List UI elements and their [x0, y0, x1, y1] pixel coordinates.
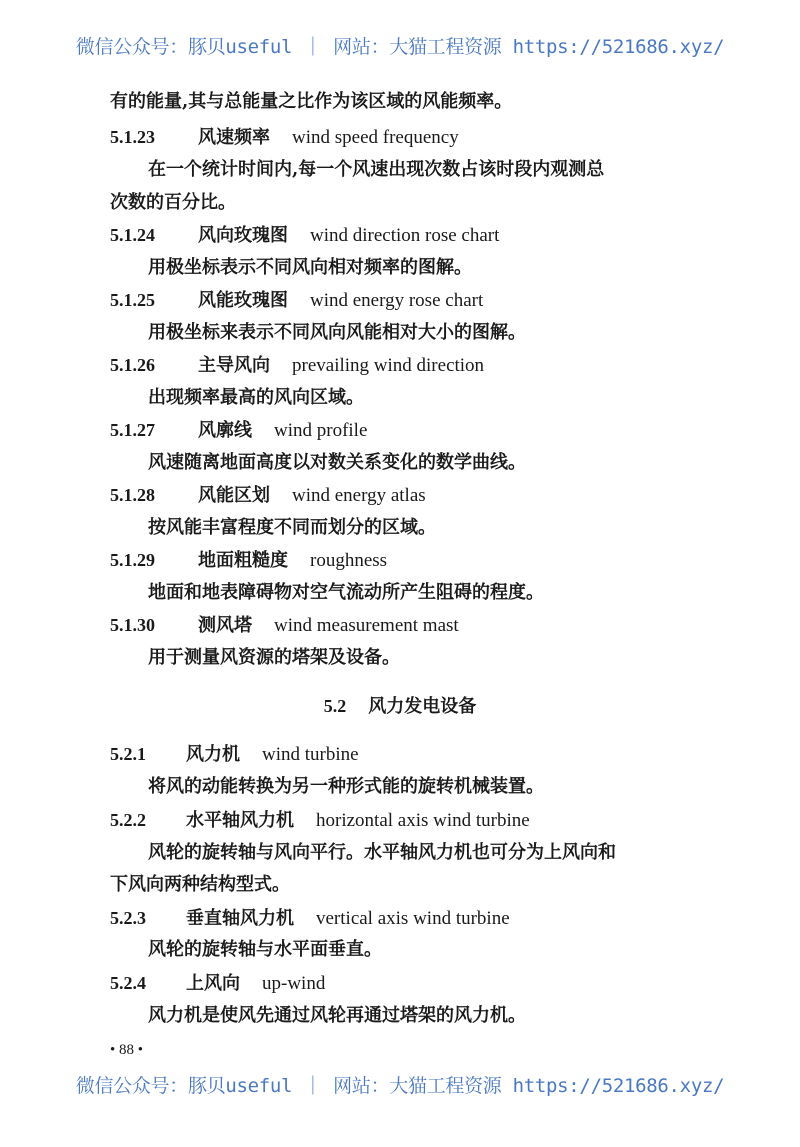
term-en: up-wind — [262, 973, 326, 994]
term-number: 5.1.24 — [110, 225, 155, 245]
term-zh: 地面粗糙度 — [198, 550, 288, 571]
term-5-2-2 — [110, 808, 530, 833]
term-5-1-25 — [110, 288, 483, 313]
term-5-2-3 — [110, 906, 510, 931]
section-heading — [0, 694, 800, 719]
definition: 风轮的旋转轴与风向平行。水平轴风力机也可分为上风向和 — [148, 842, 616, 863]
term-en: wind speed frequency — [292, 127, 459, 148]
term-number: 5.1.29 — [110, 550, 155, 570]
term-zh: 垂直轴风力机 — [186, 908, 294, 929]
term-number: 5.1.26 — [110, 355, 155, 375]
term-number: 5.1.23 — [110, 127, 155, 147]
term-number: 5.2.4 — [110, 973, 146, 993]
term-5-1-24 — [110, 223, 499, 248]
definition: 将风的动能转换为另一种形式能的旋转机械装置。 — [148, 776, 544, 797]
definition: 用极坐标来表示不同风向风能相对大小的图解。 — [148, 322, 526, 343]
term-en: wind energy rose chart — [310, 290, 484, 311]
definition-cont: 下风向两种结构型式。 — [110, 874, 290, 895]
paragraph-continuation: 有的能量,其与总能量之比作为该区域的风能频率。 — [110, 91, 513, 112]
term-5-1-29 — [110, 548, 387, 573]
term-5-1-27 — [110, 418, 367, 443]
definition: 风速随离地面高度以对数关系变化的数学曲线。 — [148, 452, 526, 473]
watermark-footer: 微信公众号：豚贝useful ｜ 网站：大猫工程资源 https://521686.xyz/ — [75, 1075, 725, 1097]
definition: 用于测量风资源的塔架及设备。 — [148, 647, 400, 668]
term-5-1-23 — [110, 125, 459, 150]
definition: 风力机是使风先通过风轮再通过塔架的风力机。 — [148, 1005, 526, 1026]
term-zh: 风向玫瑰图 — [198, 225, 288, 246]
term-en: vertical axis wind turbine — [316, 908, 510, 929]
term-5-1-26 — [110, 353, 484, 378]
term-5-1-30 — [110, 613, 459, 638]
term-zh: 风廓线 — [198, 420, 252, 441]
term-5-2-4 — [110, 971, 325, 996]
term-en: wind measurement mast — [274, 615, 459, 636]
term-number: 5.2.3 — [110, 908, 146, 928]
definition: 出现频率最高的风向区域。 — [148, 387, 364, 408]
term-number: 5.2.2 — [110, 810, 146, 830]
definition: 地面和地表障碍物对空气流动所产生阻碍的程度。 — [148, 582, 544, 603]
term-zh: 上风向 — [186, 973, 240, 994]
definition: 用极坐标表示不同风向相对频率的图解。 — [148, 257, 472, 278]
page-number: • 88 • — [110, 1042, 144, 1058]
term-zh: 主导风向 — [198, 355, 270, 376]
term-en: wind turbine — [262, 744, 359, 765]
section-title: 风力发电设备 — [368, 696, 477, 717]
term-zh: 测风塔 — [198, 615, 252, 636]
term-en: prevailing wind direction — [292, 355, 485, 376]
term-zh: 水平轴风力机 — [186, 810, 294, 831]
definition: 在一个统计时间内,每一个风速出现次数占该时段内观测总 — [148, 159, 605, 180]
term-zh: 风能区划 — [198, 485, 270, 506]
term-en: wind energy atlas — [292, 485, 426, 506]
section-number: 5.2 — [323, 696, 347, 716]
term-en: horizontal axis wind turbine — [316, 810, 530, 831]
term-5-1-28 — [110, 483, 426, 508]
term-zh: 风速频率 — [198, 127, 270, 148]
term-number: 5.1.28 — [110, 485, 155, 505]
term-en: wind direction rose chart — [310, 225, 500, 246]
term-en: wind profile — [274, 420, 368, 441]
term-zh: 风力机 — [186, 744, 240, 765]
term-number: 5.1.25 — [110, 290, 155, 310]
term-number: 5.1.30 — [110, 615, 155, 635]
term-number: 5.1.27 — [110, 420, 155, 440]
term-number: 5.2.1 — [110, 744, 146, 764]
definition: 风轮的旋转轴与水平面垂直。 — [148, 939, 382, 960]
term-5-2-1 — [110, 742, 359, 767]
watermark-header: 微信公众号：豚贝useful ｜ 网站：大猫工程资源 https://521686.xyz/ — [75, 36, 725, 58]
term-en: roughness — [310, 550, 388, 571]
definition: 按风能丰富程度不同而划分的区域。 — [148, 517, 436, 538]
definition-cont: 次数的百分比。 — [110, 192, 236, 213]
term-zh: 风能玫瑰图 — [198, 290, 288, 311]
